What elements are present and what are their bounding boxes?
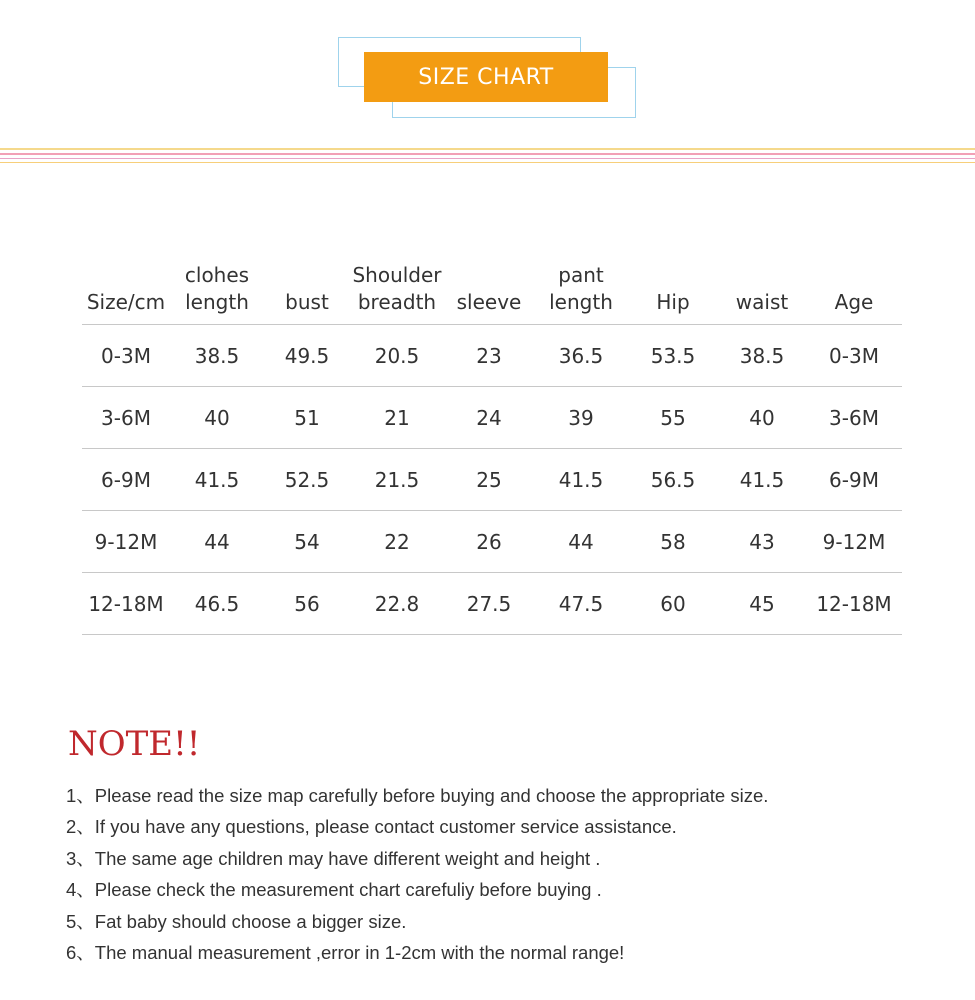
table-row [82, 387, 902, 449]
note-item: 6、The manual measurement ,error in 1-2cm with the normal range! [66, 941, 625, 963]
column-header-text: pant [558, 263, 604, 287]
table-cell: 51 [264, 387, 350, 449]
table-cell: 9-12M [806, 511, 902, 573]
table-cell: 56 [264, 573, 350, 635]
decorative-stripes [0, 148, 975, 168]
table-cell: 41.5 [534, 449, 628, 511]
table-cell: 36.5 [534, 325, 628, 387]
table-cell: 25 [444, 449, 534, 511]
table-cell: 3-6M [82, 387, 170, 449]
table-cell: 23 [444, 325, 534, 387]
column-header [444, 252, 534, 325]
column-header [264, 252, 350, 325]
table-cell: 22.8 [350, 573, 444, 635]
table-cell: 60 [628, 573, 718, 635]
table-cell: 39 [534, 387, 628, 449]
table-cell: 20.5 [350, 325, 444, 387]
table-row [82, 573, 902, 635]
column-header-text: Shoulder [352, 263, 442, 287]
table-cell: 3-6M [806, 387, 902, 449]
column-header-text: length [185, 290, 249, 314]
table-cell: 49.5 [264, 325, 350, 387]
table-cell: 21 [350, 387, 444, 449]
table-cell: 9-12M [82, 511, 170, 573]
table-cell: 12-18M [82, 573, 170, 635]
table-cell: 24 [444, 387, 534, 449]
column-header [718, 252, 806, 325]
column-header-text: waist [735, 290, 789, 314]
column-header [534, 252, 628, 325]
notes-list [66, 782, 946, 970]
table-cell: 6-9M [82, 449, 170, 511]
note-item: 2、If you have any questions, please contact customer service assistance. [66, 816, 677, 838]
table-cell: 38.5 [718, 325, 806, 387]
size-chart-banner [0, 0, 975, 170]
table-cell: 0-3M [82, 325, 170, 387]
table-body [82, 325, 902, 635]
table-cell: 46.5 [170, 573, 264, 635]
stripe-divider [0, 148, 975, 150]
table-cell: 54 [264, 511, 350, 573]
table-cell: 21.5 [350, 449, 444, 511]
stripe-divider [0, 158, 975, 159]
size-chart-title: SIZE CHART [364, 52, 608, 102]
table-cell: 40 [170, 387, 264, 449]
table-cell: 52.5 [264, 449, 350, 511]
note-item: 4、Please check the measurement chart carefuliy before buying . [66, 879, 602, 901]
table-cell: 43 [718, 511, 806, 573]
table-cell: 53.5 [628, 325, 718, 387]
table-cell: 26 [444, 511, 534, 573]
table-cell: 6-9M [806, 449, 902, 511]
column-header-text: length [549, 290, 613, 314]
table-cell: 45 [718, 573, 806, 635]
table-cell: 40 [718, 387, 806, 449]
table-cell: 41.5 [170, 449, 264, 511]
table-row [82, 511, 902, 573]
table-cell: 12-18M [806, 573, 902, 635]
column-header [628, 252, 718, 325]
note-title: NOTE!! [68, 724, 201, 764]
column-header [350, 252, 444, 325]
column-header [170, 252, 264, 325]
column-header-text: breadth [357, 290, 437, 314]
note-item: 5、Fat baby should choose a bigger size. [66, 910, 407, 932]
column-header-text: sleeve [456, 290, 522, 314]
table-row [82, 449, 902, 511]
column-header-text: Age [834, 290, 874, 314]
table-row [82, 325, 902, 387]
table-cell: 55 [628, 387, 718, 449]
note-item: 3、The same age children may have different weight and height . [66, 847, 601, 869]
table-cell: 47.5 [534, 573, 628, 635]
table-cell: 56.5 [628, 449, 718, 511]
column-header-text: clohes [184, 263, 250, 287]
table-cell: 58 [628, 511, 718, 573]
column-header [806, 252, 902, 325]
table-cell: 44 [534, 511, 628, 573]
table-cell: 38.5 [170, 325, 264, 387]
size-table [82, 252, 902, 635]
table-cell: 44 [170, 511, 264, 573]
column-header-text: bust [285, 290, 329, 314]
table-cell: 41.5 [718, 449, 806, 511]
note-item: 1、Please read the size map carefully before buying and choose the appropriate size. [66, 785, 769, 806]
table-cell: 0-3M [806, 325, 902, 387]
stripe-divider [0, 153, 975, 155]
table-header-row [82, 252, 902, 325]
column-header [82, 252, 170, 325]
column-header-text: Size/cm [86, 290, 166, 314]
stripe-divider [0, 162, 975, 163]
table-cell: 22 [350, 511, 444, 573]
column-header-text: Hip [656, 290, 690, 314]
size-table-container [82, 252, 902, 635]
table-cell: 27.5 [444, 573, 534, 635]
